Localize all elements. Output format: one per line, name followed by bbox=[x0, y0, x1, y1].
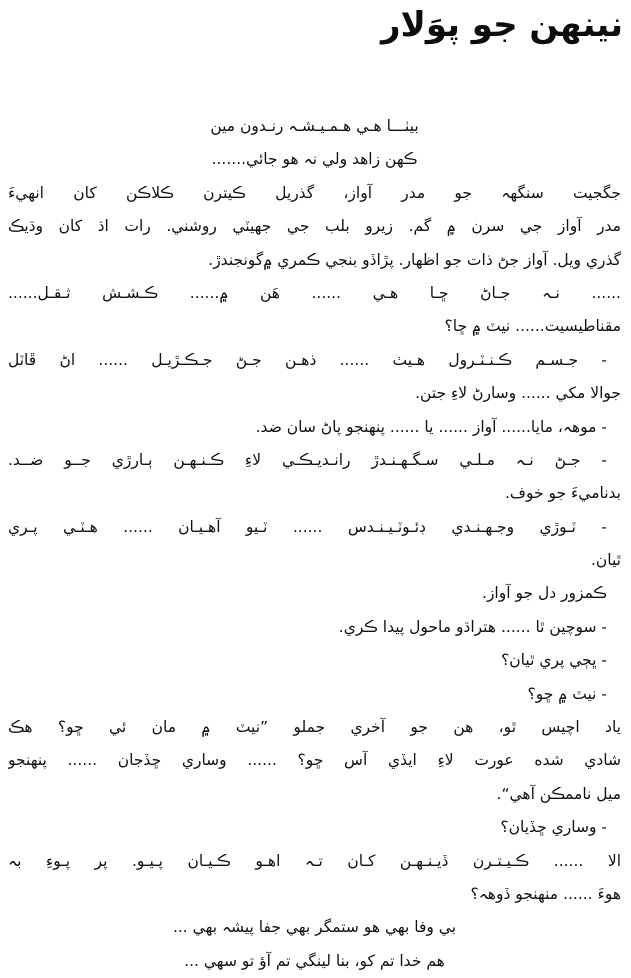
text-line: ياد اچيس ٿو، هن جو آخري جملو ”نيٽ ۾ مان ئي ڇو؟ هڪ bbox=[8, 718, 621, 737]
text-line: جگجيت سنگهہ جو مدر آواز، گذريل ڪيترن ڪلاڪن کان انهيءَ bbox=[8, 183, 621, 202]
text-line: بدناميءَ جو خوف. bbox=[504, 484, 621, 503]
story-text bbox=[8, 110, 621, 978]
text-line: - وساري ڇڏيان؟ bbox=[500, 818, 607, 837]
text-line: - سوچين ٿا ...... هتراڌو ماحول پيدا ڪري. bbox=[338, 617, 607, 636]
text-line: ميل ناممڪن آهي“. bbox=[496, 784, 621, 803]
text-line: گذري ويل. آواز جڻ ذات جو اظهار. پڙاڏو بنجي ڪمري ۾گونجندڙ. bbox=[208, 250, 621, 269]
text-line: الا ...... ڪـيـتـرن ڏيـنـهـن کـان تـہ اهـو ڪـيـان پـيـو. پر پـوءِ بہ bbox=[8, 851, 621, 870]
text-line: - موهہ، مايا...... آواز ...... يا ...... پنهنجو پاڻ سان ضد. bbox=[255, 417, 607, 436]
text-line: بي وفا بهي هو ستمگر بهي جفا پيشہ بهي ... bbox=[172, 918, 457, 937]
text-line: ڪمزور دل جو آواز. bbox=[482, 584, 607, 603]
text-line: - ڀڄي پري ٿيان؟ bbox=[501, 651, 607, 670]
text-line: - جـڻ نـہ مـلـي سـگـهـنـدڙ رانـديـڪـي لاءِ ڪـنـهـن ٻـارڙي جــو ضــد. bbox=[8, 450, 607, 469]
text-line: جوالا مکي ...... وسارڻ لاءِ جتن. bbox=[415, 384, 621, 403]
text-line: ڪهن زاهد ولي نہ هو جائي....... bbox=[211, 150, 418, 169]
text-line: بيٺـــا هـي هـمـيـشـہ رنـدون مين bbox=[210, 117, 419, 135]
text-line: ...... نـہ جـاڻ ڇـا هـي ...... هَن ۾...... ڪـشـش ثـقـل...... bbox=[8, 283, 621, 302]
text-line: - ٽـوڙي وجـهـنـدي ڊئـوٽـيـنـدس ...... ٽـيو آهـيـان ...... هـٽـي پـري bbox=[8, 517, 607, 536]
text-line: هوءَ ...... منهنجو ڏوهہ؟ bbox=[470, 884, 621, 903]
text-line: مدر آواز جي سرن ۾ گم. زيرو بلب جي جهيٽي روشني. رات اڌ کان وڌيڪ bbox=[8, 217, 621, 236]
text-line: شادي شده عورت لاءِ ايڏي آس ڇو؟ ...... وساري ڇڏجان ...... پنهنجو bbox=[8, 751, 621, 770]
text-line: مقناطيسيت...... نيٽ ۾ ڇا؟ bbox=[444, 317, 621, 336]
text-line: هم خدا تم کو، بنا لينگي تم آؤ تو سهي ... bbox=[184, 951, 445, 970]
page-title: نينهن جو پوَلار bbox=[380, 5, 623, 45]
text-line: - جـسـم ڪـنـٽـرول هـيٺ ...... ذهـن جـڻ جـڪـڙيـل ...... اڻ ڦاٽل bbox=[8, 350, 607, 369]
text-line: - نيٽ ۾ ڇو؟ bbox=[527, 684, 607, 703]
text-line: ٿيان. bbox=[590, 551, 621, 570]
